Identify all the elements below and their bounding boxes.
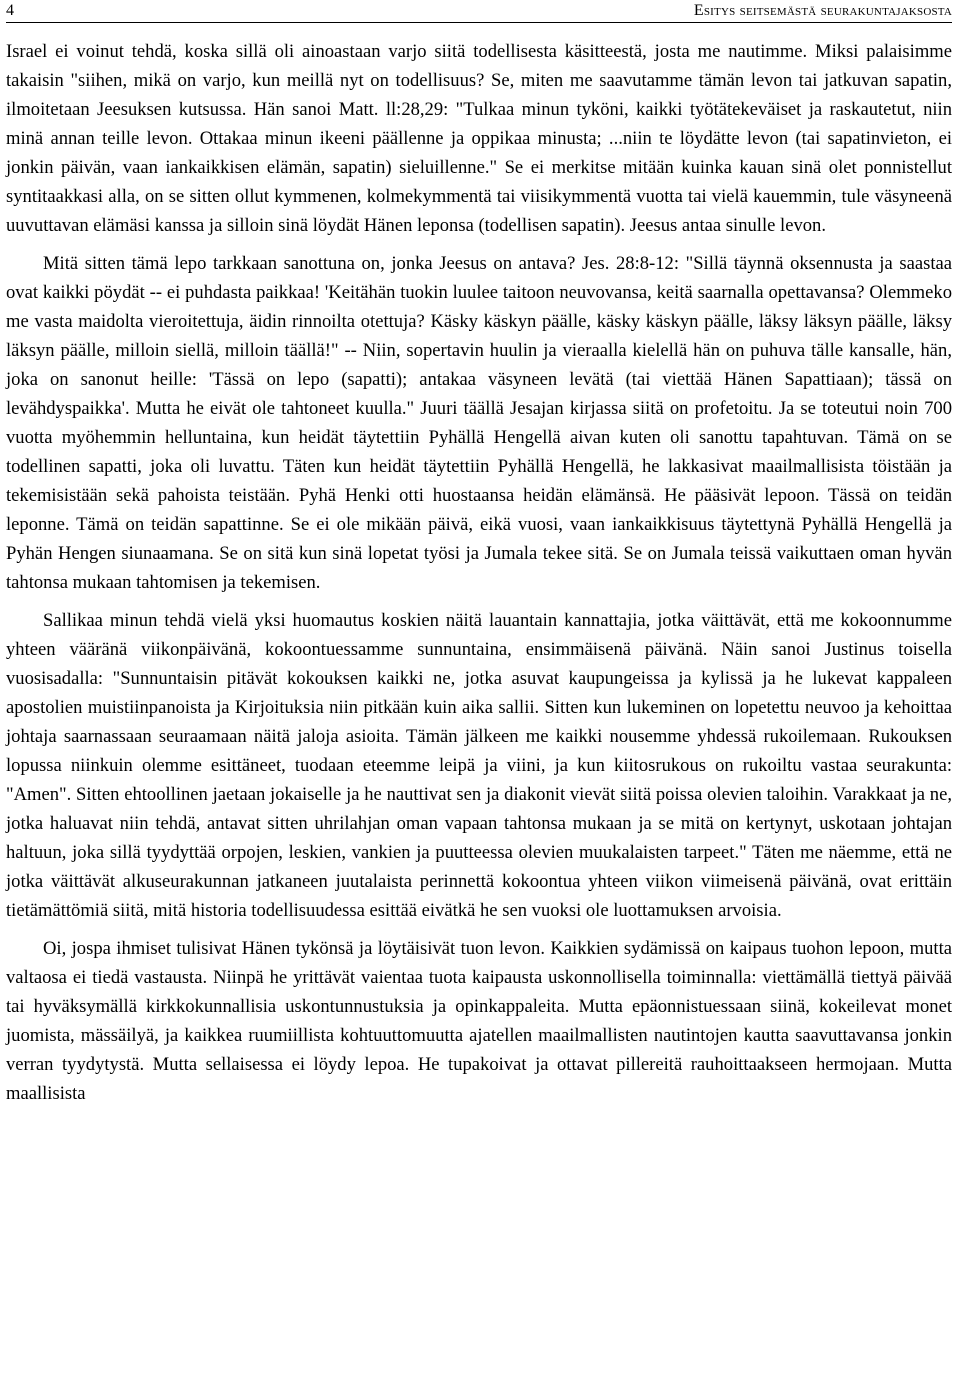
- body-text: [6, 37, 952, 1108]
- running-title: Esitys seitsemästä seurakuntajaksosta: [693, 2, 952, 19]
- paragraph: Oi, jospa ihmiset tulisivat Hänen tykönsä ja löytäisivät tuon levon. Kaikkien sydämissä on kaipaus tuohon lepoon, mutta valtaosa ei tiedä vastausta. Niinpä he yrittävät vaientaa tuota kaipausta uskonnollisella toiminnalla: viettämällä tiettyä päivää tai hyväksymällä kirkkokunnallisia uskontunnustuksia ja opinkappaleita. Mutta epäonnistuessaan siinä, kokeilevat monet juomista, mässäilyä, ja kaikkea ruumiillista kohtuuttomuutta ajatellen maailmallisten nautintojen kautta saavuttavansa jonkin verran tyydytystä. Mutta sellaisessa ei löydy lepoa. He tupakoivat ja ottavat pillereitä rauhoittaakseen hermojaan. Mutta maallisista: [6, 938, 952, 1104]
- page-header: [6, 0, 952, 23]
- page-number: 4: [6, 2, 14, 19]
- document-page: [6, 0, 952, 1108]
- paragraph: Sallikaa minun tehdä vielä yksi huomautus koskien näitä lauantain kannattajia, jotka väittävät, että me kokoonnumme yhteen vääränä viikonpäivänä, kokoontuessamme sunnuntaina, ensimmäisenä päivänä. Näin sanoi Justinus toisella vuosisadalla: "Sunnuntaisin pitävät kokouksen kaikki ne, jotka asuvat kaupungeissa ja kylissä ja he lukevat kappaleen apostolien muistiinpanoista ja Kirjoituksia niin pitkään kuin aika sallii. Sitten kun lukeminen on lopetettu neuvoo ja kehoittaa johtaja saarnassaan seuraamaan näitä jaloja asioita. Tämän jälkeen me kaikki nousemme yhdessä rukoilemaan. Rukouksen lopussa niinkuin olemme esittäneet, tuodaan eteemme leipä ja viini, ja kun kiitosrukous on rukoiltu vastaa seurakunta: "Amen". Sitten ehtoollinen jaetaan jokaiselle ja he nauttivat sen ja diakonit vievät siitä poissa olevien taloihin. Varakkaat ja ne, jotka haluavat niin tehdä, antavat sitten uhrilahjan oman vapaan tahtonsa mukaan ja se mitä on kertynyt, uskotaan johtajan haltuun, joka sillä tyydyttää orpojen, leskien, vankien ja puutteessa olevien muukalaisten tarpeet." Täten me näemme, että ne jotka väittävät alkuseurakunnan jatkaneen juutalaista perinnettä kokoontua yhteen viikon viimeisenä päivänä, ovat erittäin tietämättömiä siitä, mitä historia todellisuudessa esittää eivätkä he sen vuoksi ole luottamuksen arvoisia.: [6, 610, 952, 921]
- paragraph: Israel ei voinut tehdä, koska sillä oli ainoastaan varjo siitä todellisesta käsitteestä, josta me nautimme. Miksi palaisimme takaisin "siihen, mikä on varjo, kun meillä nyt on todellisuus? Se, miten me saavutamme tämän levon tai jatkuvan sapatin, ilmoitetaan Jeesuksen kutsussa. Hän sanoi Matt. ll:28,29: "Tulkaa minun tyköni, kaikki työtätekeväiset ja raskautetut, niin minä annan teille levon. Ottakaa minun ikeeni päällenne ja oppikaa minusta; ...niin te löydätte levon (tai sapatinvieton, ei jonkin päivän, vaan iankaikkisen elämän, sapatin) sieluillenne." Se ei merkitse mitään kuinka kauan sinä olet ponnistellut syntitaakkasi alla, on se sitten ollut kymmenen, kolmekymmentä tai viisikymmentä vuotta tai vielä kauemmin, tule väsyneenä uuvuttavan elämäsi kanssa ja silloin sinä löydät Hänen leponsa (todellisen sapatin). Jeesus antaa sinulle levon.: [6, 41, 952, 236]
- paragraph: Mitä sitten tämä lepo tarkkaan sanottuna on, jonka Jeesus on antava? Jes. 28:8-12: "Sillä täynnä oksennusta ja saastaa ovat kaikki pöydät -- ei puhdasta paikkaa! 'Keitähän tuokin luulee taitoon neuvovansa, keitä saarnalla opettavansa? Olemmeko me vasta maidolta vieroitettuja, äidin rinnoilta otettuja? Käsky käskyn päälle, käsky käskyn päälle, läksy läksyn päälle, läksy läksyn päälle, milloin siellä, milloin täällä!" -- Niin, sopertavin huulin ja vieraalla kielellä hän on puhuva tälle kansalle, hän, joka on sanonut heille: 'Tässä on lepo (sapatti); antakaa väsyneen levätä (tai viettää Hänen Sapattiaan); tässä on levähdyspaikka'. Mutta he eivät ole tahtoneet kuulla." Juuri täällä Jesajan kirjassa siitä on profetoitu. Ja se toteutui noin 700 vuotta myöhemmin helluntaina, kun heidät täytettiin Pyhällä Hengellä aivan kuten oli sanottu tapahtuvan. Tämä on se todellinen sapatti, joka oli luvattu. Täten kun heidät täytettiin Pyhällä Hengellä, he lakkasivat maailmallisista töistään ja tekemisistään sekä pahoista teistään. Pyhä Henki otti huostaansa heidän elämänsä. He pääsivät lepoon. Tässä on teidän leponne. Tämä on teidän sapattinne. Se ei ole mikään päivä, eikä vuosi, vaan iankaikkisuus täytettynä Pyhällä Hengellä ja Pyhän Hengen siunaamana. Se on sitä kun sinä lopetat työsi ja Jumala tekee sitä. Se on Jumala teissä vaikuttaen oman hyvän tahtonsa mukaan tahtomisen ja tekemisen.: [6, 253, 952, 593]
